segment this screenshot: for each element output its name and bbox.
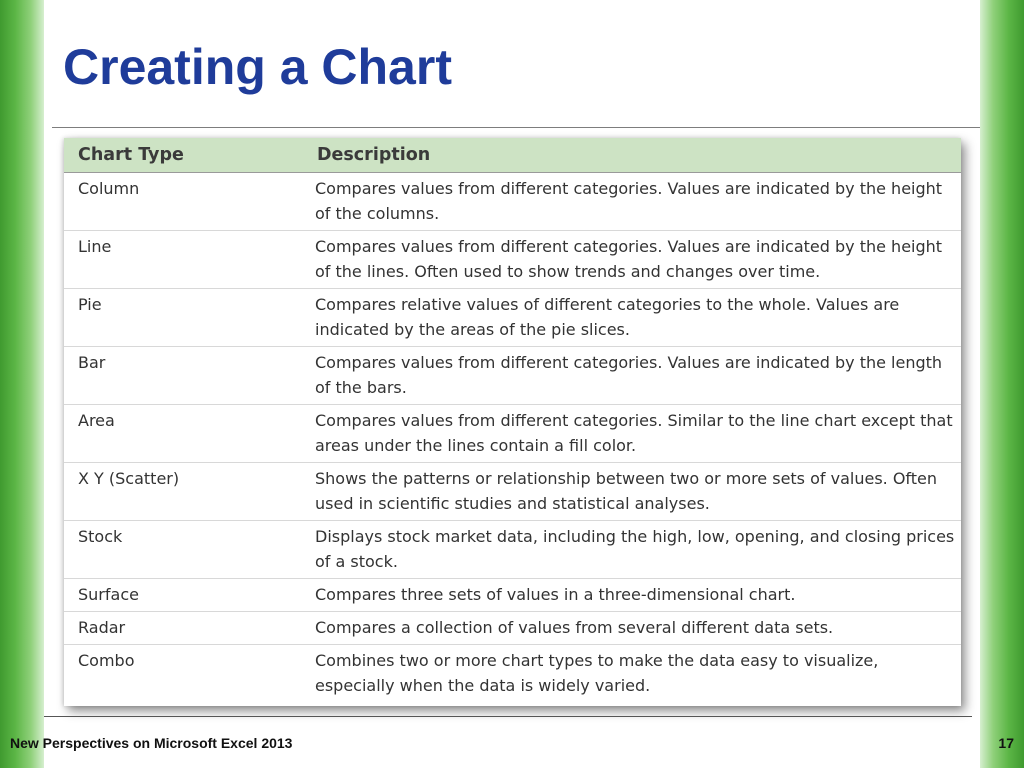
header-description: Description <box>303 138 961 173</box>
chart-type-cell: Stock <box>64 521 303 579</box>
header-chart-type: Chart Type <box>64 138 303 173</box>
table-row <box>64 289 961 347</box>
page-number: 17 <box>998 735 1014 751</box>
description-cell: Compares three sets of values in a three-dimensional chart. <box>303 579 961 612</box>
title-divider <box>52 127 980 128</box>
footer-divider <box>44 716 972 717</box>
description-cell: Compares values from different categories. Values are indicated by the height of the columns. <box>303 173 961 231</box>
table-header-row <box>64 138 961 173</box>
footer-text: New Perspectives on Microsoft Excel 2013 <box>10 735 293 751</box>
description-cell: Shows the patterns or relationship between two or more sets of values. Often used in scientific studies and statistical analyses. <box>303 463 961 521</box>
chart-type-cell: Surface <box>64 579 303 612</box>
table-row <box>64 347 961 405</box>
chart-type-cell: X Y (Scatter) <box>64 463 303 521</box>
description-cell: Compares values from different categories. Values are indicated by the height of the lines. Often used to show trends and changes over time. <box>303 231 961 289</box>
table-row <box>64 463 961 521</box>
description-cell: Displays stock market data, including the high, low, opening, and closing prices of a stock. <box>303 521 961 579</box>
chart-type-cell: Area <box>64 405 303 463</box>
chart-type-cell: Radar <box>64 612 303 645</box>
description-cell: Compares values from different categories. Similar to the line chart except that areas under the lines contain a fill color. <box>303 405 961 463</box>
description-cell: Compares values from different categories. Values are indicated by the length of the bars. <box>303 347 961 405</box>
description-cell: Compares relative values of different categories to the whole. Values are indicated by the areas of the pie slices. <box>303 289 961 347</box>
table-row <box>64 521 961 579</box>
chart-type-cell: Combo <box>78 651 135 670</box>
table-row <box>64 173 961 231</box>
table-row <box>64 579 961 612</box>
chart-type-cell: Line <box>64 231 303 289</box>
chart-type-cell: Pie <box>64 289 303 347</box>
slide-title: Creating a Chart <box>63 39 452 95</box>
left-green-band <box>0 0 44 768</box>
chart-type-cell: Bar <box>64 347 303 405</box>
description-cell: Compares a collection of values from several different data sets. <box>303 612 961 645</box>
right-green-band <box>980 0 1024 768</box>
chart-types-table-panel <box>64 138 961 706</box>
chart-type-cell: Column <box>64 173 303 231</box>
table-row <box>64 645 961 703</box>
table-row <box>64 612 961 645</box>
description-cell: Combines two or more chart types to make the data easy to visualize, especially when the data is widely varied. <box>315 651 879 695</box>
table-row <box>64 231 961 289</box>
chart-types-table <box>64 138 961 702</box>
table-row <box>64 405 961 463</box>
